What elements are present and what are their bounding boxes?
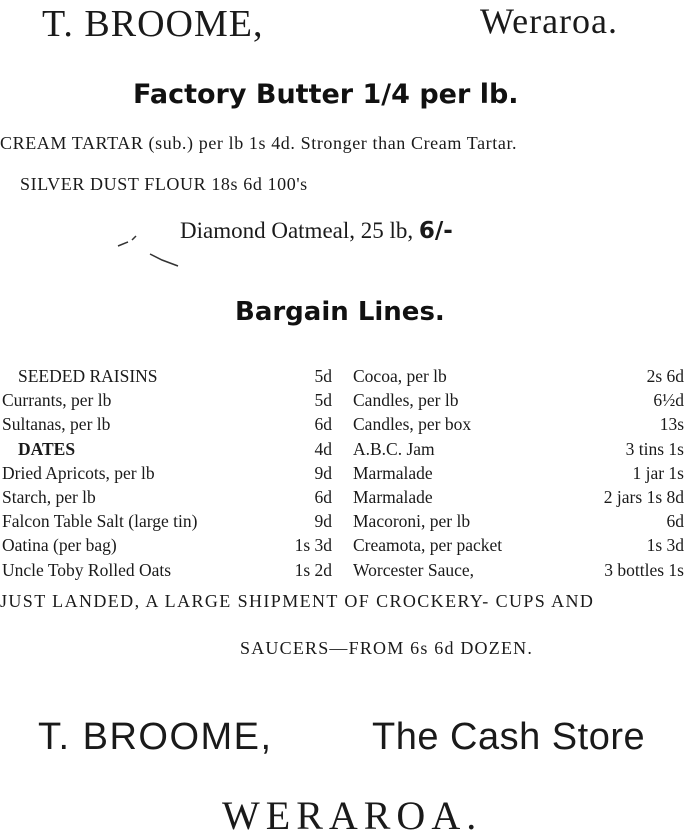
bargain-price-right: 2s 6d [646, 366, 684, 386]
bargain-item-right: Marmalade [353, 487, 433, 507]
just-landed-line: JUST LANDED, A LARGE SHIPMENT OF CROCKERY- CUPS AND [0, 591, 595, 611]
bargain-item: Oatina (per bag) [2, 535, 117, 555]
oatmeal-text: Diamond Oatmeal, 25 lb, [180, 218, 414, 243]
bargain-price: 5d [314, 366, 332, 386]
bargain-item-right: Worcester Sauce, [353, 560, 475, 580]
bargain-item-right: Marmalade [353, 463, 433, 483]
bargain-item-right: Cocoa, per lb [353, 366, 447, 386]
bargain-lines-heading: Bargain Lines. [235, 297, 445, 327]
bargain-item: Currants, per lb [2, 390, 112, 410]
bargain-item: DATES [18, 439, 76, 459]
bargain-price: 1s 2d [294, 560, 332, 580]
bargain-item-right: Creamota, per packet [353, 535, 503, 555]
print-specks [110, 230, 190, 270]
bargain-price-right: 3 bottles 1s [604, 560, 684, 580]
bargain-price: 9d [314, 511, 332, 531]
bargain-price-right: 2 jars 1s 8d [603, 487, 684, 507]
header-store-name: T. BROOME, [42, 3, 264, 45]
footer-store-tagline: The Cash Store [372, 716, 646, 758]
bargain-price: 6d [314, 414, 332, 434]
bargain-item: Sultanas, per lb [2, 414, 111, 434]
bargain-price-right: 6½d [653, 390, 684, 410]
bargain-price-right: 1s 3d [646, 535, 684, 555]
bargain-price: 4d [314, 439, 332, 459]
factory-butter-heading: Factory Butter 1/4 per lb. [133, 79, 519, 110]
bargain-price-right: 6d [666, 511, 684, 531]
oatmeal-price: 6/- [418, 218, 453, 244]
bargain-item-right: Candles, per box [353, 414, 472, 434]
bargain-item-right: Candles, per lb [353, 390, 459, 410]
bargain-price-right: 1 jar 1s [632, 463, 684, 483]
bargain-price: 9d [314, 463, 332, 483]
bargain-item: Uncle Toby Rolled Oats [2, 560, 172, 580]
oatmeal-line [180, 218, 453, 244]
bargain-item: SEEDED RAISINS [18, 366, 158, 386]
footer-town: WERAROA. [222, 793, 483, 838]
saucers-line: SAUCERS—FROM 6s 6d DOZEN. [240, 638, 534, 658]
cream-tartar-line: CREAM TARTAR (sub.) per lb 1s 4d. Stronger than Cream Tartar. [0, 133, 518, 153]
silver-dust-line: SILVER DUST FLOUR 18s 6d 100's [20, 174, 308, 194]
header-town: Weraroa. [480, 1, 619, 41]
bargain-item-right: Macoroni, per lb [353, 511, 471, 531]
bargain-price-right: 13s [659, 414, 684, 434]
bargain-price: 1s 3d [294, 535, 332, 555]
bargain-price: 6d [314, 487, 332, 507]
footer-store-name: T. BROOME, [38, 716, 273, 758]
bargain-item-right: A.B.C. Jam [353, 439, 435, 459]
bargain-price: 5d [314, 390, 332, 410]
bargain-item: Dried Apricots, per lb [2, 463, 155, 483]
bargain-item: Starch, per lb [2, 487, 96, 507]
bargain-item: Falcon Table Salt (large tin) [2, 511, 198, 531]
bargain-price-right: 3 tins 1s [625, 439, 684, 459]
